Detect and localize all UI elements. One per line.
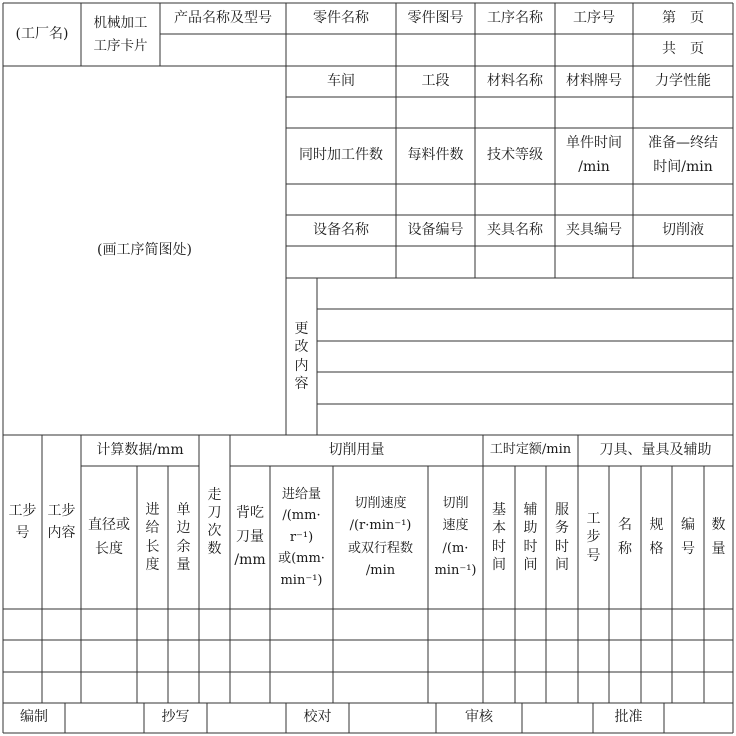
approved-by-label: 批准	[614, 709, 643, 726]
copied-by-label: 抄写	[161, 709, 190, 726]
aux-time-header: 辅 助 时 间	[523, 502, 538, 573]
equipment-no-label: 设备编号	[407, 221, 464, 238]
changes-label: 更 改 内 容	[294, 321, 309, 392]
material-grade-label: 材料牌号	[566, 72, 622, 89]
page-total: 共 页	[662, 41, 704, 58]
process-name-label: 工序名称	[487, 9, 543, 26]
material-name-label: 材料名称	[487, 72, 543, 89]
passes-header: 走 刀 次 数	[207, 486, 222, 558]
part-name-label: 零件名称	[313, 9, 369, 26]
basic-time-header: 基 本 时 间	[492, 502, 506, 573]
workshop-label: 车间	[327, 72, 355, 89]
product-name-label: 产品名称及型号	[174, 9, 272, 26]
depth-header: 背吃 刀量 /mm	[234, 504, 266, 569]
reviewed-by-label: 审核	[465, 709, 493, 726]
allowance-header: 单 边 余 量	[176, 502, 191, 573]
page-number: 第 页	[662, 9, 704, 26]
unit-time-label: 单件时间 /min	[566, 135, 622, 175]
skill-grade-label: 技术等级	[487, 147, 543, 164]
speed-header: 切削 速度 /(m· min⁻¹)	[434, 496, 477, 578]
fixture-no-label: 夹具编号	[566, 221, 622, 238]
part-drawing-no-label: 零件图号	[407, 9, 464, 26]
section-label: 工段	[421, 72, 450, 89]
tool-no-header: 编 号	[681, 516, 695, 557]
feed-header: 进给量 /(mm· r⁻¹) 或(mm· min⁻¹)	[278, 486, 325, 588]
fixture-name-label: 夹具名称	[487, 221, 543, 238]
mech-properties-label: 力学性能	[655, 72, 711, 89]
service-time-header: 服 务 时 间	[555, 502, 569, 573]
equipment-name-label: 设备名称	[313, 221, 369, 238]
time-quota-header: 工时定额/min	[489, 442, 572, 458]
tools-header: 刀具、量具及辅助	[599, 441, 712, 458]
parts-per-setup-label: 同时加工件数	[299, 147, 383, 164]
process-no-label: 工序号	[573, 9, 615, 26]
diameter-header: 直径或 长度	[88, 516, 130, 557]
factory-name: (工厂名)	[15, 25, 69, 42]
coolant-label: 切削液	[662, 221, 704, 238]
feed-length-header: 进 给 长 度	[145, 502, 160, 573]
calc-data-header: 计算数据/mm	[96, 441, 184, 458]
prep-time-label: 准备—终结 时间/min	[648, 135, 718, 175]
sketch-area: (画工序简图处)	[97, 241, 192, 258]
tool-qty-header: 数 量	[711, 516, 726, 557]
step-no-header: 工步 号	[8, 502, 37, 541]
tool-step-no-header: 工 步 号	[586, 511, 601, 564]
card-title: 机械加工 工序卡片	[93, 14, 148, 54]
prepared-by-label: 编制	[20, 709, 48, 726]
tool-spec-header: 规 格	[649, 516, 664, 557]
tool-name-header: 名 称	[618, 516, 632, 557]
checked-by-label: 校对	[303, 709, 332, 726]
cutting-params-header: 切削用量	[328, 441, 385, 458]
parts-per-blank-label: 每料件数	[407, 147, 464, 164]
cutting-speed-header: 切削速度 /(r·min⁻¹) 或双行程数 /min	[347, 496, 413, 578]
step-content-header: 工步 内容	[47, 502, 76, 541]
